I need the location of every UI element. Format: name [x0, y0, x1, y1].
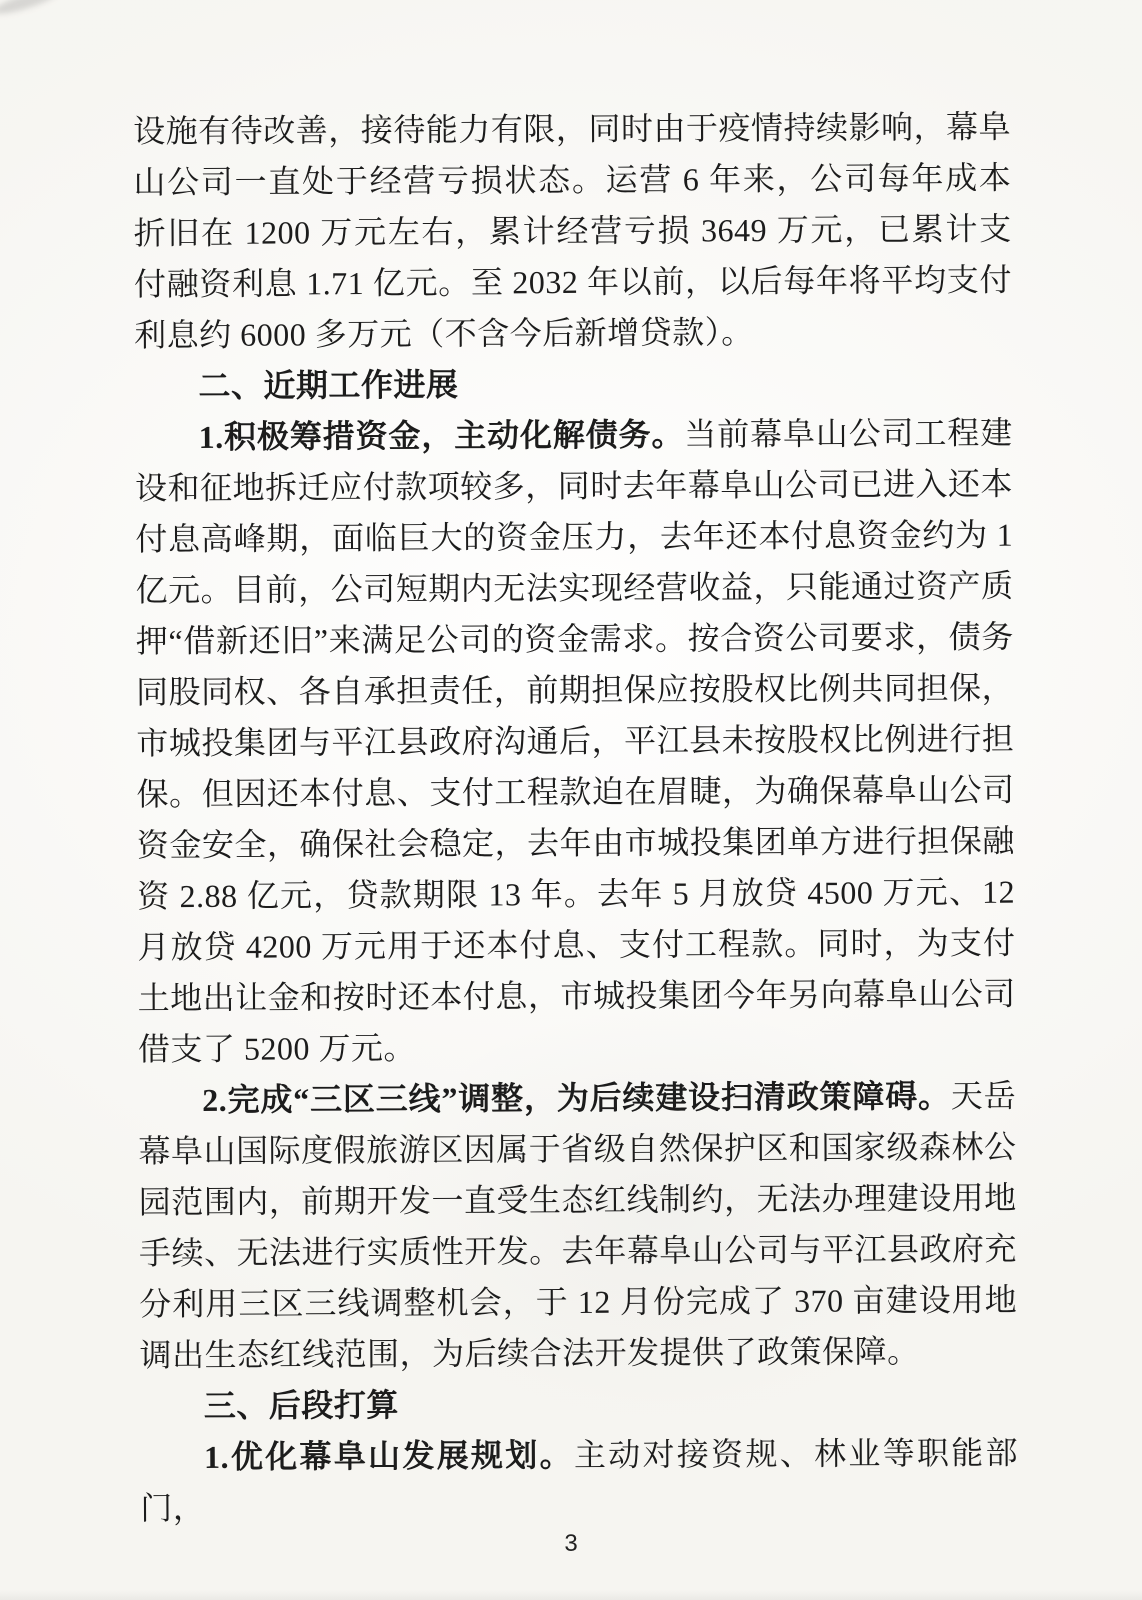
- paragraph: [140, 1428, 1019, 1535]
- paragraph: [133, 102, 1012, 362]
- scan-artifact: [0, 0, 62, 18]
- paragraph: [138, 1071, 1018, 1382]
- text-run: 主动对接资规、林业等职能部门，: [140, 1434, 1019, 1527]
- text-run: 设施有待改善，接待能力有限，同时由于疫情持续影响，幕阜山公司一直处于经营亏损状态。运营 6 年来，公司每年成本折旧在 1200 万元左右，累计经营亏损 3649 万元，已累计支付融资利息 1.71 亿元。至 2032 年以前，以后每年将平均支付利息约 6000 多万元（不含今后新增贷款）。: [133, 108, 1013, 354]
- bold-text-run: 三、后段打算: [203, 1386, 399, 1424]
- paragraph: [135, 408, 1016, 1076]
- bold-text-run: 1.积极筹措资金，主动化解债务。: [198, 416, 685, 455]
- bold-text-run: 1.优化幕阜山发展规划。: [203, 1437, 575, 1475]
- text-run: 天岳幕阜山国际度假旅游区因属于省级自然保护区和国家级森林公园范围内，前期开发一直受生态红线制约，无法办理建设用地手续、无法进行实质性开发。去年幕阜山公司与平江县政府充分利用三区三线调整机会，于 12 月份完成了 370 亩建设用地调出生态红线范围，为后续合法开发提供了政策保障。: [138, 1077, 1018, 1374]
- text-run: 当前幕阜山公司工程建设和征地拆迁应付款项较多，同时去年幕阜山公司已进入还本付息高峰期，面临巨大的资金压力，去年还本付息资金约为 1 亿元。目前，公司短期内无法实现经营收益，只能通过资产质押“借新还旧”来满足公司的资金需求。按合资公司要求，债务同股同权、各自承担责任，前期担保应按股权比例共同担保，市城投集团与平江县政府沟通后，平江县未按股权比例进行担保。但因还本付息、支付工程款迫在眉睫，为确保幕阜山公司资金安全，确保社会稳定，去年由市城投集团单方进行担保融资 2.88 亿元，贷款期限 13 年。去年 5 月放贷 4500 万元、12 月放贷 4200 万元用于还本付息、支付工程款。同时，为支付土地出让金和按时还本付息，市城投集团今年另向幕阜山公司借支了 5200 万元。: [134, 414, 1016, 1068]
- document-body: [133, 102, 1018, 1535]
- bold-text-run: 2.完成“三区三线”调整，为后续建设扫清政策障碍。: [202, 1078, 951, 1118]
- section-heading: [140, 1377, 1018, 1433]
- section-heading: [134, 357, 1012, 413]
- page-number: 3: [564, 1530, 578, 1557]
- bold-text-run: 二、近期工作进展: [198, 366, 459, 404]
- scan-edge-shadow: [0, 1590, 1142, 1600]
